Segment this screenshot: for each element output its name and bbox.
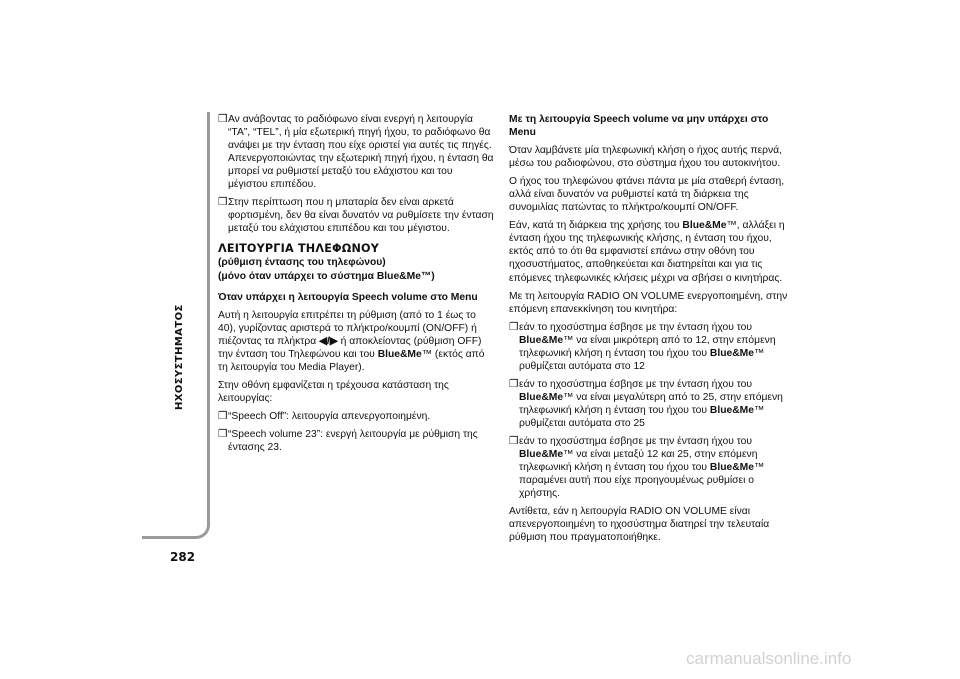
bullet-box-icon: ❒ — [218, 410, 228, 422]
list-item: ❒ Αν ανάβοντας το ραδιόφωνο είναι ενεργή η λειτουργία “TA”, “TEL”, ή μία εξωτερική πηγή ήχου, το ραδιόφωνο θα ανάψει με την ένταση που είχε οριστεί για αυτές τις πηγές. Απενεργοποιώντας την εξωτερική πηγή ήχου, η ένταση θα μπορεί να ρυθμιστεί μεταξύ του ελάχιστου και του μέγιστου επιπέδου. — [218, 114, 494, 191]
bullet-box-icon: ❒ — [218, 197, 228, 209]
list-item: ❒ εάν το ηχοσύστημα έσβησε με την ένταση ήχου του Blue&Me™ να είναι μεγαλύτερη από το 25, στην επόμενη τηλεφωνική κλήση η ένταση του ήχου του Blue&Me™ ρυθμίζεται αυτόματα στο 25 — [509, 378, 783, 429]
list-item: ❒ “Speech Off”: λειτουργία απενεργοποιημένη. — [218, 410, 431, 422]
watermark: carmanualsonline.info — [686, 649, 852, 668]
list-item: ❒ εάν το ηχοσύστημα έσβησε με την ένταση ήχου του Blue&Me™ να είναι μικρότερη από το 12, στην επόμενη τηλεφωνική κλήση η ένταση του ήχου του Blue&Me™ ρυθμίζεται αυτόματα στο 12 — [509, 321, 776, 372]
subsection-heading: Όταν υπάρχει η λειτουργία Speech volume στο Menu — [218, 291, 478, 303]
section-subheading: (μόνο όταν υπάρχει το σύστημα Blue&Me™) — [218, 270, 435, 282]
bullet-box-icon: ❒ — [509, 321, 519, 333]
sidebar-chapter-label: ΗΧΟΣΥΣΤΗΜΑΤΟΣ — [174, 304, 185, 410]
bullet-box-icon: ❒ — [509, 378, 519, 390]
list-item: ❒ Στην περίπτωση που η μπαταρία δεν είναι αρκετά φορτισμένη, δεν θα είναι δυνατόν να ρυθμίσετε την ένταση μεταξύ του ελάχιστου επιπέδου και του μέγιστου. — [218, 197, 494, 235]
paragraph: Με τη λειτουργία RADIO ON VOLUME ενεργοποιημένη, στην επόμενη επανεκκίνηση του κινητήρα: — [509, 290, 788, 315]
subsection-heading: Με τη λειτουργία Speech volume να μην υπάρχει στο Menu — [509, 114, 769, 139]
bullet-box-icon: ❒ — [218, 114, 228, 125]
right-column — [509, 113, 789, 549]
paragraph: Εάν, κατά τη διάρκεια της χρήσης του Blue&Me™, αλλάξει η ένταση ήχου της τηλεφωνικής κλήσης, η ένταση του ήχου, εκτός από το ότι θα εμφανιστεί επάνω στην οθόνη του ηχοσυστήματος, αποθηκεύεται και διατηρείται και για τις επόμενες τηλεφωνικές κλήσεις μέχρι να σβήσει ο κινητήρας. — [509, 220, 785, 284]
paragraph: Ο ήχος του τηλεφώνου φτάνει πάντα με μία σταθερή ένταση, αλλά είναι δυνατόν να ρυθμιστεί κατά τη διάρκεια της συνομιλίας πατώντας το πλήκτρο/κουμπί ON/OFF. — [509, 176, 785, 214]
paragraph: Αντίθετα, εάν η λειτουργία RADIO ON VOLUME είναι απενεργοποιημένη το ηχοσύστημα διατηρεί την τελευταία ρύθμιση που πραγματοποιήθηκε. — [509, 506, 770, 544]
paragraph: Στην οθόνη εμφανίζεται η τρέχουσα κατάσταση της λειτουργίας: — [218, 379, 449, 404]
page-number: 282 — [170, 550, 196, 564]
paragraph: Όταν λαμβάνετε μία τηλεφωνική κλήση ο ήχος αυτής περνά, μέσω του ραδιοφώνου, στο σύστημα ήχου του αυτοκινήτου. — [509, 145, 782, 170]
section-subheading: (ρύθμιση έντασης του τηλεφώνου) — [218, 257, 386, 269]
arrow-keys-icon: ◀/▶ — [319, 335, 338, 347]
bullet-box-icon: ❒ — [509, 436, 519, 448]
bullet-box-icon: ❒ — [218, 428, 228, 440]
section-heading: ΛΕΙΤΟΥΡΓΙΑ ΤΗΛΕΦΩΝΟΥ — [218, 242, 380, 256]
paragraph: Αυτή η λειτουργία επιτρέπει τη ρύθμιση (από το 1 έως το 40), γυρίζοντας αριστερά το πλήκτρο/κουμπί (ON/OFF) ή πιέζοντας τα πλήκτρα ◀/▶ ή αποκλείοντας (ρύθμιση OFF) την ένταση του Τηλεφώνου και του Blue&Me™ (εκτός από τη λειτουργία του Media Player). — [218, 309, 485, 373]
left-column — [218, 113, 494, 459]
list-item: ❒ “Speech volume 23”: ενεργή λειτουργία με ρύθμιση της έντασης 23. — [218, 428, 478, 454]
list-item: ❒ εάν το ηχοσύστημα έσβησε με την ένταση ήχου του Blue&Me™ να είναι μεταξύ 12 και 25, στην επόμενη τηλεφωνική κλήση η ένταση του ήχου του Blue&Me™ παραμένει αυτή που είχε προηγουμένως ρυθμίσει ο χρήστης. — [509, 436, 765, 500]
